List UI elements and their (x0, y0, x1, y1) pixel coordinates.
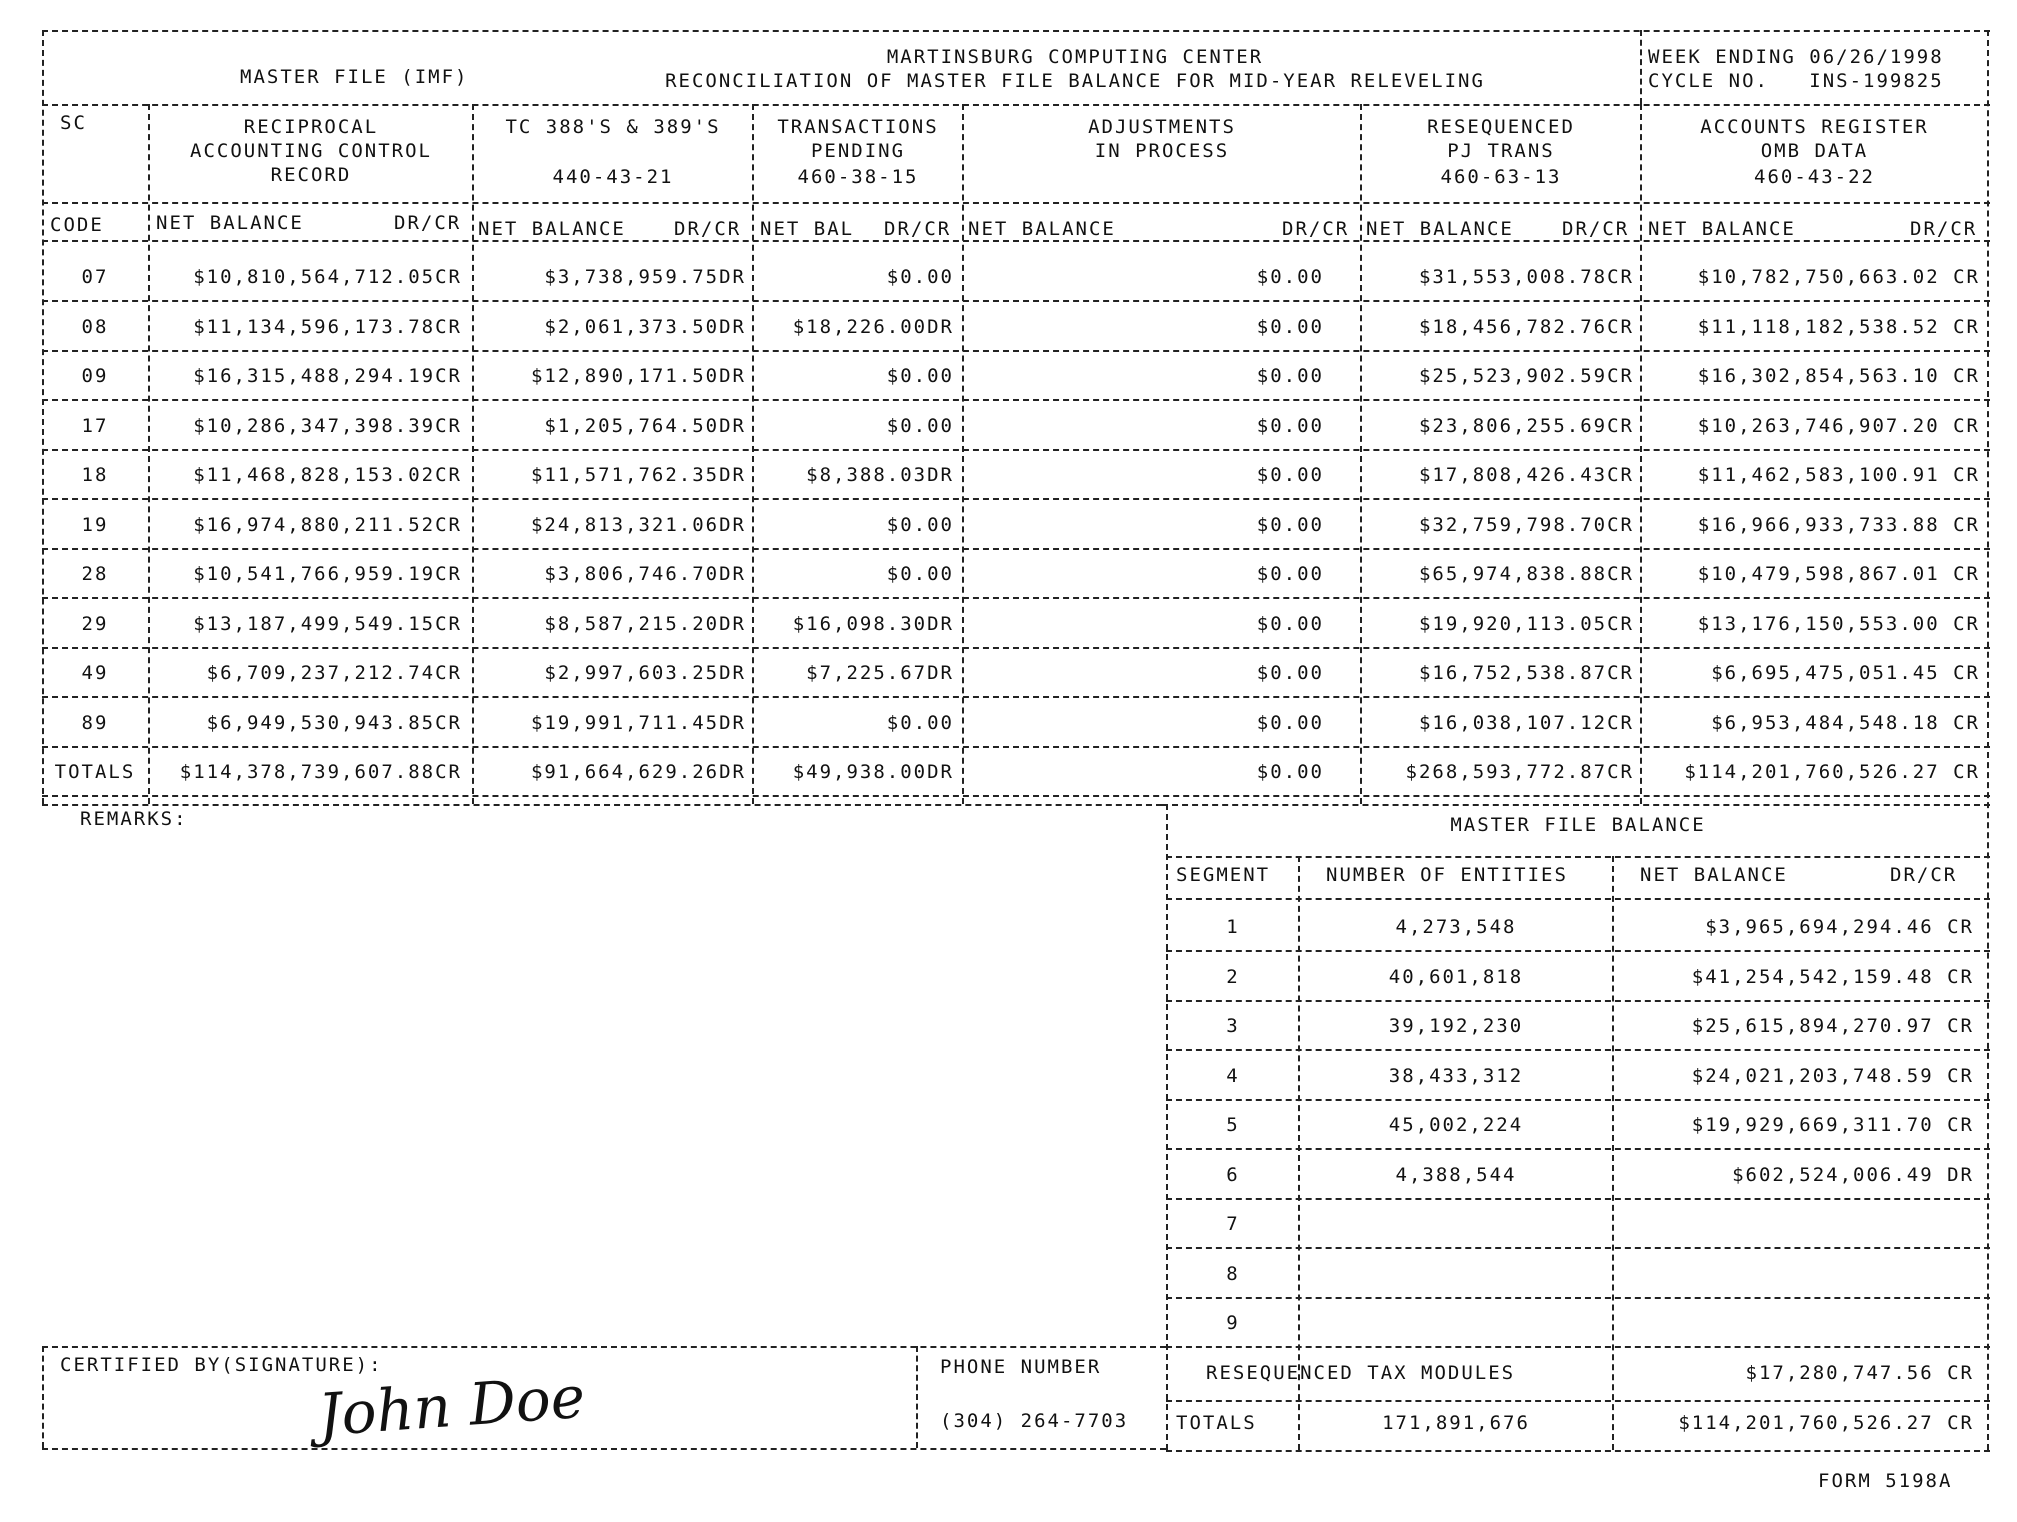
row-resequenced-balance: $32,759,798.70CR (1418, 514, 1634, 536)
row-code: 28 (81, 563, 109, 585)
row-tc-balance: $12,890,171.50DR (530, 365, 746, 387)
adj-net-balance-label: NET BALANCE (968, 218, 1116, 240)
segment-balance: $25,615,894,270.97 CR (1691, 1015, 1974, 1037)
row-pending-balance: $49,938.00DR (792, 761, 954, 783)
row-code: 89 (81, 712, 109, 734)
segment-rule (1166, 1148, 1990, 1150)
row-adjustments-balance: $0.00 (1256, 415, 1324, 437)
segment-rule (1166, 1049, 1990, 1051)
segment-rule (1166, 1198, 1990, 1200)
colhead-rule (42, 202, 1990, 204)
accounts-heading-2: OMB DATA (1760, 140, 1869, 162)
segment-entities: 4,273,548 (1395, 916, 1517, 938)
phone-number: (304) 264-7703 (940, 1410, 1129, 1432)
row-reciprocal-balance: $13,187,499,549.15CR (193, 613, 462, 635)
row-rule (42, 746, 1990, 748)
accounts-heading-3: 460-43-22 (1754, 166, 1875, 188)
col-div-1 (148, 104, 150, 804)
mfb-segment-heading: SEGMENT (1176, 864, 1271, 886)
reciprocal-heading-1: RECIPROCAL (243, 116, 379, 138)
row-accounts-balance: $11,462,583,100.91 CR (1697, 464, 1980, 486)
transactions-heading-3: 460-38-15 (797, 166, 919, 188)
master-file-title: MASTER FILE (IMF) (240, 66, 469, 88)
segment-rule (1166, 1000, 1990, 1002)
row-accounts-balance: $16,966,933,733.88 CR (1697, 514, 1980, 536)
row-reciprocal-balance: $11,468,828,153.02CR (193, 464, 462, 486)
resequenced-heading-2: PJ TRANS (1447, 140, 1555, 162)
row-rule (42, 795, 1990, 797)
row-adjustments-balance: $0.00 (1256, 365, 1324, 387)
row-tc-balance: $91,664,629.26DR (530, 761, 746, 783)
right-border (1987, 30, 1989, 1450)
row-reciprocal-balance: $11,134,596,173.78CR (193, 316, 462, 338)
segment-balance: $19,929,669,311.70 CR (1691, 1114, 1974, 1136)
week-divider (1640, 30, 1642, 104)
row-accounts-balance: $11,118,182,538.52 CR (1697, 316, 1980, 338)
row-adjustments-balance: $0.00 (1256, 712, 1324, 734)
row-pending-balance: $0.00 (886, 365, 954, 387)
row-adjustments-balance: $0.00 (1256, 613, 1324, 635)
row-code: 18 (81, 464, 109, 486)
segment-rule (1166, 1247, 1990, 1249)
adjustments-heading-2: IN PROCESS (1094, 140, 1230, 162)
mfb-drcr-heading: DR/CR (1890, 864, 1958, 886)
row-pending-balance: $8,388.03DR (806, 464, 954, 486)
segment-rule (1166, 950, 1990, 952)
segment-number: 5 (1226, 1114, 1240, 1136)
segment-entities: 39,192,230 (1388, 1015, 1524, 1037)
tp-drcr-label: DR/CR (884, 218, 952, 240)
row-tc-balance: $2,997,603.25DR (544, 662, 746, 684)
row-tc-balance: $8,587,215.20DR (544, 613, 746, 635)
mfb-totals-label: TOTALS (1176, 1412, 1257, 1434)
tc-heading-1: TC 388'S & 389'S (505, 116, 721, 138)
row-pending-balance: $0.00 (886, 514, 954, 536)
row-rule (42, 449, 1990, 451)
tc-net-balance-label: NET BALANCE (478, 218, 626, 240)
row-tc-balance: $3,806,746.70DR (544, 563, 746, 585)
row-pending-balance: $0.00 (886, 415, 954, 437)
sc-heading: SC (60, 112, 87, 134)
row-rule (42, 548, 1990, 550)
row-code: TOTALS (54, 761, 136, 783)
resequenced-tax-modules-label: RESEQUENCED TAX MODULES (1206, 1362, 1516, 1384)
top-rule (42, 30, 1990, 32)
cert-left-border (42, 1346, 44, 1448)
adjustments-heading-1: ADJUSTMENTS (1088, 116, 1236, 138)
row-tc-balance: $2,061,373.50DR (544, 316, 746, 338)
row-tc-balance: $1,205,764.50DR (544, 415, 746, 437)
res-drcr-label: DR/CR (1562, 218, 1630, 240)
row-resequenced-balance: $25,523,902.59CR (1418, 365, 1634, 387)
segment-number: 6 (1226, 1164, 1240, 1186)
row-resequenced-balance: $16,752,538.87CR (1418, 662, 1634, 684)
row-reciprocal-balance: $10,541,766,959.19CR (193, 563, 462, 585)
row-adjustments-balance: $0.00 (1256, 266, 1324, 288)
adj-drcr-label: DR/CR (1282, 218, 1350, 240)
resequenced-tax-modules-value: $17,280,747.56 CR (1745, 1362, 1974, 1384)
row-tc-balance: $3,738,959.75DR (544, 266, 746, 288)
tc-heading-2: 440-43-21 (552, 166, 674, 188)
row-accounts-balance: $10,782,750,663.02 CR (1697, 266, 1980, 288)
segment-number: 7 (1226, 1213, 1240, 1235)
row-pending-balance: $0.00 (886, 712, 954, 734)
row-reciprocal-balance: $6,949,530,943.85CR (206, 712, 462, 734)
row-adjustments-balance: $0.00 (1256, 761, 1324, 783)
segment-balance: $41,254,542,159.48 CR (1691, 966, 1974, 988)
row-resequenced-balance: $19,920,113.05CR (1418, 613, 1634, 635)
row-tc-balance: $24,813,321.06DR (530, 514, 746, 536)
reciprocal-heading-2: ACCOUNTING CONTROL (190, 140, 432, 162)
cert-top-rule (42, 1346, 1166, 1348)
resequenced-heading-3: 460-63-13 (1440, 166, 1562, 188)
segment-number: 2 (1226, 966, 1240, 988)
mfb-col-div-1 (1298, 856, 1300, 1450)
subhead-rule (42, 240, 1990, 242)
row-accounts-balance: $13,176,150,553.00 CR (1697, 613, 1980, 635)
col-div-5 (1360, 104, 1362, 804)
mfb-title: MASTER FILE BALANCE (1450, 814, 1706, 836)
remarks-label: REMARKS: (80, 808, 188, 830)
row-pending-balance: $0.00 (886, 266, 954, 288)
col-div-6 (1640, 104, 1642, 804)
transactions-heading-1: TRANSACTIONS (777, 116, 939, 138)
row-accounts-balance: $16,302,854,563.10 CR (1697, 365, 1980, 387)
reconciliation-title: RECONCILIATION OF MASTER FILE BALANCE FOR MID-YEAR RELEVELING (665, 70, 1485, 92)
row-pending-balance: $0.00 (886, 563, 954, 585)
mfb-title-rule (1166, 856, 1990, 858)
row-code: 17 (81, 415, 109, 437)
row-resequenced-balance: $17,808,426.43CR (1418, 464, 1634, 486)
row-reciprocal-balance: $6,709,237,212.74CR (206, 662, 462, 684)
phone-number-label: PHONE NUMBER (940, 1356, 1102, 1378)
row-resequenced-balance: $31,553,008.78CR (1418, 266, 1634, 288)
row-code: 08 (81, 316, 109, 338)
segment-entities: 45,002,224 (1388, 1114, 1524, 1136)
segment-number: 8 (1226, 1263, 1240, 1285)
computing-center-title: MARTINSBURG COMPUTING CENTER (886, 46, 1264, 68)
row-rule (42, 696, 1990, 698)
row-adjustments-balance: $0.00 (1256, 316, 1324, 338)
segment-number: 3 (1226, 1015, 1240, 1037)
segment-entities: 38,433,312 (1388, 1065, 1524, 1087)
mfb-col-div-2 (1612, 856, 1614, 1450)
table-bottom-rule-left (42, 804, 1162, 806)
row-resequenced-balance: $268,593,772.87CR (1405, 761, 1634, 783)
row-pending-balance: $7,225.67DR (806, 662, 954, 684)
row-adjustments-balance: $0.00 (1256, 514, 1324, 536)
row-rule (42, 300, 1990, 302)
row-resequenced-balance: $18,456,782.76CR (1418, 316, 1634, 338)
row-code: 09 (81, 365, 109, 387)
mfb-head-rule (1166, 898, 1990, 900)
rac-drcr-label: DR/CR (394, 212, 462, 234)
cert-bottom-rule (42, 1448, 1166, 1450)
row-rule (42, 498, 1990, 500)
row-accounts-balance: $6,695,475,051.45 CR (1711, 662, 1980, 684)
row-resequenced-balance: $23,806,255.69CR (1418, 415, 1634, 437)
segment-entities: 4,388,544 (1395, 1164, 1517, 1186)
row-adjustments-balance: $0.00 (1256, 563, 1324, 585)
row-pending-balance: $18,226.00DR (792, 316, 954, 338)
row-reciprocal-balance: $10,286,347,398.39CR (193, 415, 462, 437)
tp-net-bal-label: NET BAL (760, 218, 855, 240)
segment-rule (1166, 1099, 1990, 1101)
rac-net-balance-label: NET BALANCE (156, 212, 304, 234)
segment-balance: $602,524,006.49 DR (1732, 1164, 1974, 1186)
segment-rule (1166, 1297, 1990, 1299)
row-accounts-balance: $10,479,598,867.01 CR (1697, 563, 1980, 585)
segment-balance: $24,021,203,748.59 CR (1691, 1065, 1974, 1087)
row-accounts-balance: $114,201,760,526.27 CR (1684, 761, 1980, 783)
row-tc-balance: $11,571,762.35DR (530, 464, 746, 486)
transactions-heading-2: PENDING (810, 140, 906, 162)
code-heading: CODE (50, 214, 104, 236)
header-rule (42, 104, 1990, 106)
segment-entities: 40,601,818 (1388, 966, 1524, 988)
acc-drcr-label: DR/CR (1910, 218, 1978, 240)
row-rule (42, 597, 1990, 599)
mfb-totals-entities: 171,891,676 (1382, 1412, 1530, 1434)
mfb-totals-balance: $114,201,760,526.27 CR (1678, 1412, 1974, 1434)
row-reciprocal-balance: $16,315,488,294.19CR (193, 365, 462, 387)
row-rule (42, 399, 1990, 401)
row-tc-balance: $19,991,711.45DR (530, 712, 746, 734)
table-bottom-rule-right (1162, 804, 1990, 806)
acc-net-balance-label: NET BALANCE (1648, 218, 1796, 240)
form-number: FORM 5198A (1818, 1470, 1953, 1492)
mfb-reseq-rule (1166, 1400, 1990, 1402)
res-net-balance-label: NET BALANCE (1366, 218, 1514, 240)
row-code: 29 (81, 613, 109, 635)
row-reciprocal-balance: $114,378,739,607.88CR (179, 761, 462, 783)
row-rule (42, 350, 1990, 352)
row-reciprocal-balance: $10,810,564,712.05CR (193, 266, 462, 288)
week-ending: WEEK ENDING 06/26/1998 (1648, 46, 1944, 68)
row-code: 49 (81, 662, 109, 684)
row-adjustments-balance: $0.00 (1256, 464, 1324, 486)
reciprocal-heading-3: RECORD (270, 164, 352, 186)
mfb-entities-heading: NUMBER OF ENTITIES (1326, 864, 1568, 886)
tc-drcr-label: DR/CR (674, 218, 742, 240)
row-adjustments-balance: $0.00 (1256, 662, 1324, 684)
segment-number: 4 (1226, 1065, 1240, 1087)
left-border (42, 30, 44, 804)
row-accounts-balance: $6,953,484,548.18 CR (1711, 712, 1980, 734)
col-div-2 (472, 104, 474, 804)
row-code: 07 (81, 266, 109, 288)
accounts-heading-1: ACCOUNTS REGISTER (1700, 116, 1929, 138)
row-resequenced-balance: $16,038,107.12CR (1418, 712, 1634, 734)
segment-balance: $3,965,694,294.46 CR (1705, 916, 1974, 938)
mfb-net-balance-heading: NET BALANCE (1640, 864, 1788, 886)
mfb-bottom-rule (1166, 1450, 1990, 1452)
segment-rule (1166, 1346, 1990, 1348)
segment-number: 1 (1226, 916, 1240, 938)
certified-by-label: CERTIFIED BY(SIGNATURE): (60, 1354, 383, 1376)
row-code: 19 (81, 514, 109, 536)
cycle-number: CYCLE NO. INS-199825 (1648, 70, 1944, 92)
col-div-3 (752, 104, 754, 804)
col-div-4 (962, 104, 964, 804)
phone-divider (916, 1346, 918, 1448)
row-resequenced-balance: $65,974,838.88CR (1418, 563, 1634, 585)
row-pending-balance: $16,098.30DR (792, 613, 954, 635)
row-rule (42, 647, 1990, 649)
row-reciprocal-balance: $16,974,880,211.52CR (193, 514, 462, 536)
signature: John Doe (315, 1362, 588, 1450)
row-accounts-balance: $10,263,746,907.20 CR (1697, 415, 1980, 437)
segment-number: 9 (1226, 1312, 1240, 1334)
resequenced-heading-1: RESEQUENCED (1427, 116, 1575, 138)
